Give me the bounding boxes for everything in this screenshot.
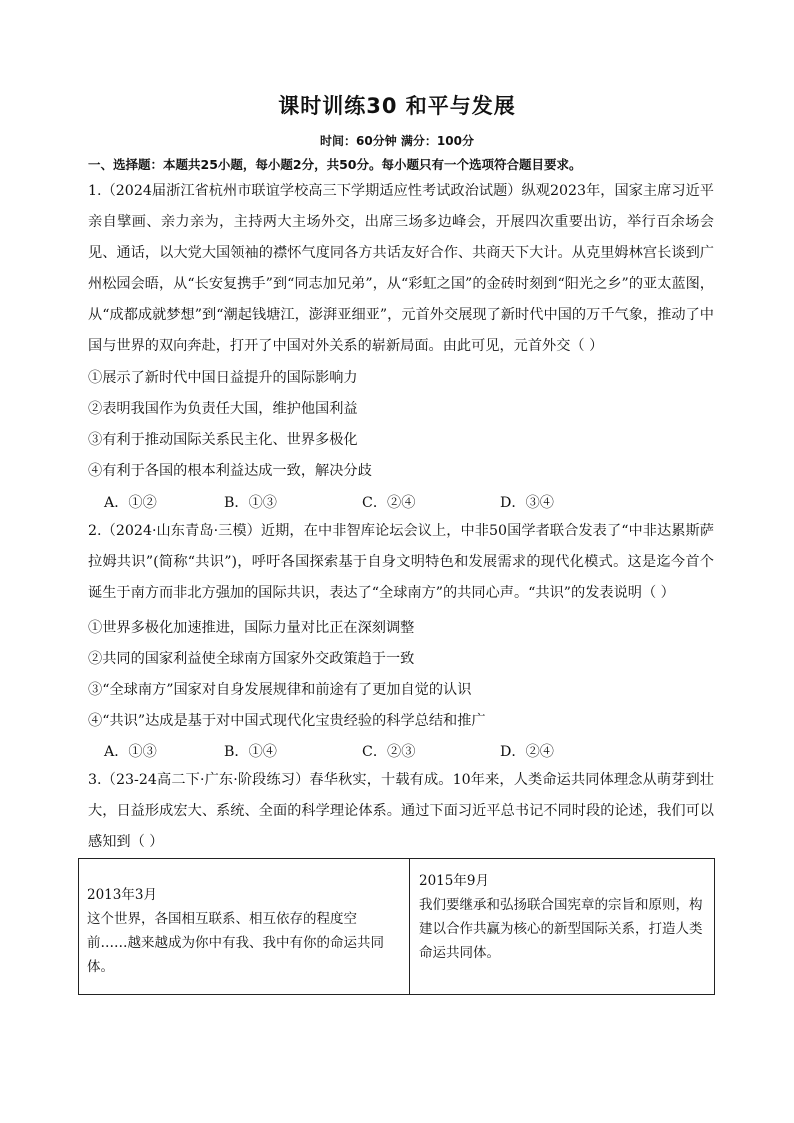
question-2-option-3: ③“全球南方”国家对自身发展规律和前途有了更加自觉的认识	[88, 682, 472, 698]
left-date: 2013年3月	[87, 887, 157, 903]
question-1-choice-a: A．①②	[104, 495, 157, 511]
table-divider	[409, 859, 410, 994]
question-3-stem: 3.（23-24高二下·广东·阶段练习）春华秋实，十载有成。10年来，人类命运共同体理念从萌芽到壮大，日益形成宏大、系统、全面的科学理论体系。通过下面习近平总书记不同时段的论述，我们可以感知到（ ）	[88, 772, 714, 850]
question-1-choice-c: C．②④	[362, 495, 416, 511]
question-2-option-1: ①世界多极化加速推进，国际力量对比正在深刻调整	[88, 620, 415, 636]
table-cell-right	[419, 869, 709, 965]
question-2-choice-d: D．②④	[500, 744, 554, 760]
question-1-option-1: ①展示了新时代中国日益提升的国际影响力	[88, 370, 358, 386]
question-2-option-2: ②共同的国家利益使全球南方国家外交政策趋于一致	[88, 651, 415, 667]
table-cell-left	[87, 883, 397, 979]
right-quote: 我们要继承和弘扬联合国宪章的宗旨和原则，构建以合作共赢为核心的新型国际关系，打造人类命运共同体。	[419, 897, 703, 961]
question-1-option-4: ④有利于各国的根本利益达成一致，解决分歧	[88, 463, 372, 479]
quote-table	[78, 858, 715, 995]
left-quote: 这个世界，各国相互联系、相互依存的程度空前……越来越成为你中有我、我中有你的命运共同体。	[87, 911, 384, 975]
section-heading: 一、选择题：本题共25小题，每小题2分，共50分。每小题只有一个选项符合题目要求。	[88, 157, 582, 172]
question-2-option-4: ④“共识”达成是基于对中国式现代化宝贵经验的科学总结和推广	[88, 713, 486, 729]
question-2-choice-a: A．①③	[104, 744, 157, 760]
question-1-choice-b: B．①③	[224, 495, 277, 511]
question-1-stem: 1.（2024届浙江省杭州市联谊学校高三下学期适应性考试政治试题）纵观2023年，国家主席习近平亲自擘画、亲力亲为，主持两大主场外交，出席三场多边峰会，开展四次重要出访，举行百余场会见、通话，以大党大国领袖的襟怀气度同各方共话友好合作、共商天下大计。从克里姆林宫长谈到广州松园会晤，从“长安复携手”到“同志加兄弟”，从“彩虹之国”的金砖时刻到“阳光之乡”的亚太蓝图，从“成都成就梦想”到“潮起钱塘江，澎湃亚细亚”，元首外交展现了新时代中国的万千气象，推动了中国与世界的双向奔赴，打开了中国对外关系的崭新局面。由此可见，元首外交（ ）	[88, 183, 714, 354]
question-2-choice-c: C．②③	[362, 744, 416, 760]
question-2-stem: 2.（2024·山东青岛·三模）近期，在中非智库论坛会议上，中非50国学者联合发表了“中非达累斯萨拉姆共识”(简称“共识”)，呼吁各国探索基于自身文明特色和发展需求的现代化模式。这是迄今首个诞生于南方而非北方强加的国际共识，表达了“全球南方”的共同心声。“共识”的发表说明（ ）	[88, 523, 714, 601]
exam-info: 时间：60分钟 满分：100分	[320, 134, 474, 148]
question-1-choice-d: D．③④	[500, 495, 554, 511]
question-2-choice-b: B．①④	[224, 744, 277, 760]
page-title: 课时训练30 和平与发展	[278, 94, 516, 118]
question-1-option-3: ③有利于推动国际关系民主化、世界多极化	[88, 432, 358, 448]
question-1-option-2: ②表明我国作为负责任大国，维护他国利益	[88, 401, 358, 417]
right-date: 2015年9月	[419, 873, 489, 889]
